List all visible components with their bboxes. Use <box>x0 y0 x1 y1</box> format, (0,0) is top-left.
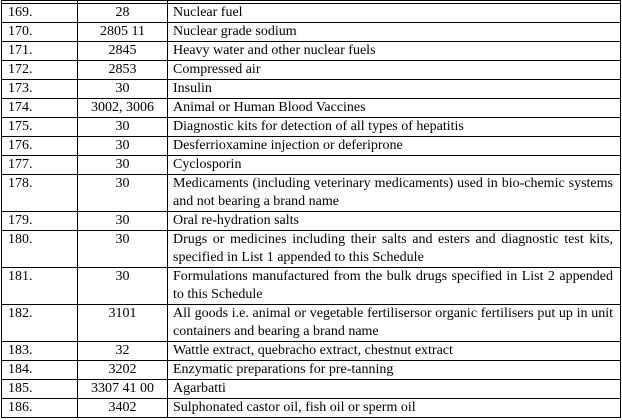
table-row <box>2 212 621 231</box>
table-body <box>2 1 621 418</box>
description-cell: Medicaments (including veterinary medicaments) used in bio-chemic systems and not bearing a brand name <box>168 175 621 212</box>
tariff-heading-cell: 2853 <box>78 61 168 80</box>
table-row <box>2 268 621 305</box>
description-cell: Enzymatic preparations for pre-tanning <box>168 361 621 380</box>
description-cell: Sulphonated castor oil, fish oil or sperm oil <box>168 399 621 418</box>
description-cell: Agarbatti <box>168 380 621 399</box>
description-cell: Nuclear grade sodium <box>168 23 621 42</box>
table-row <box>2 23 621 42</box>
tariff-heading-cell: 3202 <box>78 361 168 380</box>
table-row <box>2 42 621 61</box>
description-cell: Wattle extract, quebracho extract, chestnut extract <box>168 342 621 361</box>
description-cell: Animal or Human Blood Vaccines <box>168 99 621 118</box>
description-cell: Insulin <box>168 80 621 99</box>
tariff-heading-cell: 3002, 3006 <box>78 99 168 118</box>
table-row <box>2 380 621 399</box>
description-cell: Drugs or medicines including their salts and esters and diagnostic test kits, specified in List 1 appended to this Schedule <box>168 231 621 268</box>
serial-number-cell: 171. <box>2 42 78 61</box>
tariff-heading-cell: 28 <box>78 4 168 23</box>
tariff-heading-cell: 32 <box>78 342 168 361</box>
description-cell: Formulations manufactured from the bulk drugs specified in List 2 appended to this Schedule <box>168 268 621 305</box>
table-row <box>2 118 621 137</box>
serial-number-cell: 172. <box>2 61 78 80</box>
description-cell: Desferrioxamine injection or deferiprone <box>168 137 621 156</box>
description-cell: Compressed air <box>168 61 621 80</box>
table-row <box>2 4 621 23</box>
tariff-heading-cell: 3307 41 00 <box>78 380 168 399</box>
description-cell: Oral re-hydration salts <box>168 212 621 231</box>
serial-number-cell: 181. <box>2 268 78 305</box>
serial-number-cell: 173. <box>2 80 78 99</box>
serial-number-cell: 185. <box>2 380 78 399</box>
table-row <box>2 361 621 380</box>
tariff-heading-cell: 30 <box>78 231 168 268</box>
table-row <box>2 99 621 118</box>
goods-schedule-table <box>1 0 621 418</box>
tariff-heading-cell: 2805 11 <box>78 23 168 42</box>
serial-number-cell: 175. <box>2 118 78 137</box>
serial-number-cell: 177. <box>2 156 78 175</box>
tariff-heading-cell: 30 <box>78 118 168 137</box>
serial-number-cell: 182. <box>2 305 78 342</box>
table-row <box>2 342 621 361</box>
table-row <box>2 231 621 268</box>
serial-number-cell: 176. <box>2 137 78 156</box>
description-cell: All goods i.e. animal or vegetable fertilisersor organic fertilisers put up in unit containers and bearing a brand name <box>168 305 621 342</box>
table-row <box>2 305 621 342</box>
tariff-heading-cell: 3101 <box>78 305 168 342</box>
serial-number-cell: 179. <box>2 212 78 231</box>
tariff-heading-cell: 30 <box>78 137 168 156</box>
table-row <box>2 175 621 212</box>
tariff-heading-cell: 30 <box>78 156 168 175</box>
serial-number-cell: 174. <box>2 99 78 118</box>
serial-number-cell: 183. <box>2 342 78 361</box>
description-cell: Heavy water and other nuclear fuels <box>168 42 621 61</box>
tariff-heading-cell: 30 <box>78 268 168 305</box>
tariff-heading-cell: 2845 <box>78 42 168 61</box>
serial-number-cell: 178. <box>2 175 78 212</box>
serial-number-cell: 180. <box>2 231 78 268</box>
serial-number-cell: 186. <box>2 399 78 418</box>
tariff-heading-cell: 30 <box>78 175 168 212</box>
tariff-heading-cell: 30 <box>78 80 168 99</box>
table-row <box>2 137 621 156</box>
table-row <box>2 61 621 80</box>
serial-number-cell: 184. <box>2 361 78 380</box>
table-row <box>2 156 621 175</box>
description-cell: Nuclear fuel <box>168 4 621 23</box>
description-cell: Diagnostic kits for detection of all types of hepatitis <box>168 118 621 137</box>
description-cell: Cyclosporin <box>168 156 621 175</box>
tariff-heading-cell: 30 <box>78 212 168 231</box>
serial-number-cell: 169. <box>2 4 78 23</box>
table-row <box>2 399 621 418</box>
tariff-heading-cell: 3402 <box>78 399 168 418</box>
table-row <box>2 80 621 99</box>
serial-number-cell: 170. <box>2 23 78 42</box>
